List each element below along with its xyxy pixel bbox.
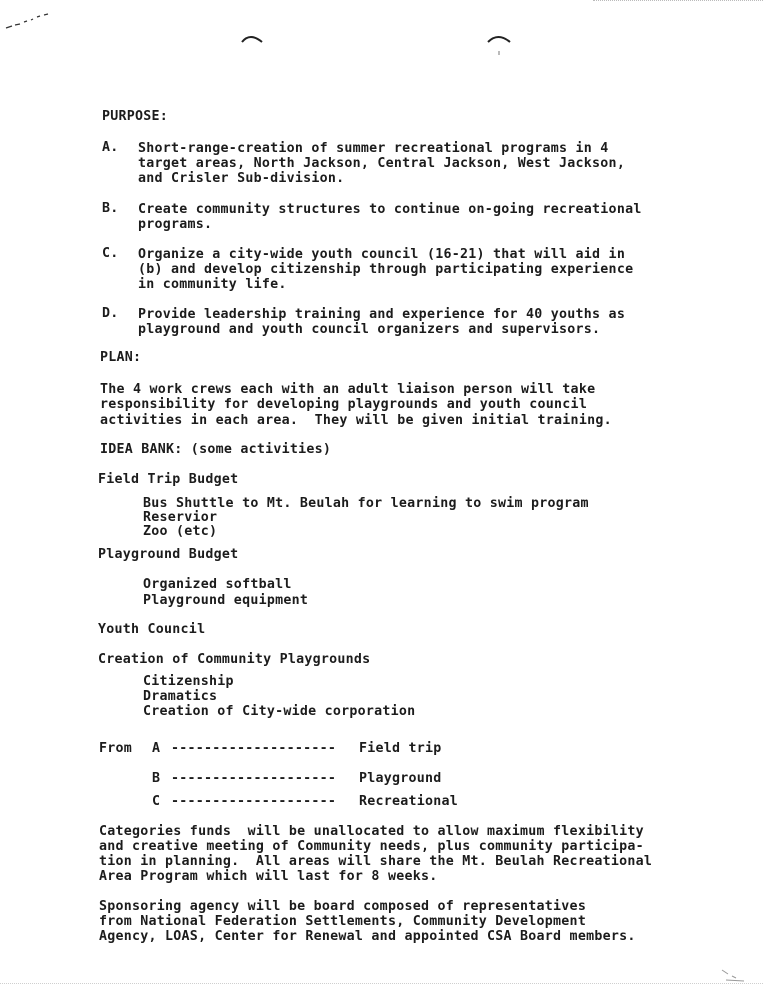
- youth-council-title: Youth Council: [98, 622, 206, 637]
- item-line: Provide leadership training and experience for 40 youths as: [138, 307, 626, 322]
- community-playgrounds-title: Creation of Community Playgrounds: [98, 652, 371, 667]
- field-trip-item: Reservior: [143, 510, 218, 525]
- field-trip-item: Bus Shuttle to Mt. Beulah for learning to swim program: [143, 496, 589, 511]
- plan-heading: PLAN:: [100, 350, 142, 365]
- top-edge-dots: [593, 0, 763, 2]
- allocation-dashes: --------------------: [171, 771, 337, 786]
- allocation-letter: B: [152, 771, 161, 786]
- playground-item: Organized softball: [143, 577, 292, 592]
- allocation-letter: C: [152, 794, 161, 809]
- community-playgrounds-item: Dramatics: [143, 689, 218, 704]
- item-line: in community life.: [138, 277, 287, 292]
- item-line: target areas, North Jackson, Central Jackson, West Jackson,: [138, 156, 626, 171]
- item-line: and Crisler Sub-division.: [138, 171, 345, 186]
- field-trip-title: Field Trip Budget: [98, 472, 239, 487]
- sponsoring-line: from National Federation Settlements, Community Development: [99, 914, 587, 929]
- binder-hole-mark-right: [486, 30, 512, 58]
- field-trip-item: Zoo (etc): [143, 524, 218, 539]
- bottom-edge-dots: [0, 983, 763, 984]
- from-label: From: [99, 741, 133, 756]
- allocation-dashes: --------------------: [171, 741, 337, 756]
- plan-line: responsibility for developing playgrounds and youth council: [100, 397, 588, 412]
- item-line: Organize a city-wide youth council (16-21) that will aid in: [138, 247, 626, 262]
- item-line: Create community structures to continue on-going recreational: [138, 202, 642, 217]
- allocation-target: Playground: [359, 771, 442, 786]
- categories-line: tion in planning. All areas will share the Mt. Beulah Recreational: [99, 854, 653, 869]
- idea-bank-heading: IDEA BANK: (some activities): [100, 442, 332, 457]
- allocation-letter: A: [152, 741, 161, 756]
- playground-title: Playground Budget: [98, 547, 239, 562]
- item-letter: B.: [102, 201, 119, 216]
- item-line: Short-range-creation of summer recreational programs in 4: [138, 141, 609, 156]
- categories-line: and creative meeting of Community needs, plus community participa-: [99, 839, 644, 854]
- community-playgrounds-item: Citizenship: [143, 674, 234, 689]
- item-letter: A.: [102, 140, 119, 155]
- corner-scribble-mark: [4, 12, 56, 32]
- item-line: (b) and develop citizenship through participating experience: [138, 262, 634, 277]
- community-playgrounds-item: Creation of City-wide corporation: [143, 704, 416, 719]
- item-line: programs.: [138, 217, 213, 232]
- allocation-target: Field trip: [359, 741, 442, 756]
- allocation-target: Recreational: [359, 794, 459, 809]
- corner-smudge-mark: [718, 966, 748, 984]
- sponsoring-line: Agency, LOAS, Center for Renewal and appointed CSA Board members.: [99, 929, 636, 944]
- plan-line: The 4 work crews each with an adult liaison person will take: [100, 382, 596, 397]
- plan-line: activities in each area. They will be given initial training.: [100, 413, 612, 428]
- purpose-heading: PURPOSE:: [102, 109, 169, 124]
- item-letter: C.: [102, 246, 119, 261]
- allocation-dashes: --------------------: [171, 794, 337, 809]
- categories-line: Area Program which will last for 8 weeks.: [99, 869, 438, 884]
- playground-item: Playground equipment: [143, 593, 309, 608]
- sponsoring-line: Sponsoring agency will be board composed of representatives: [99, 899, 587, 914]
- item-letter: D.: [102, 306, 119, 321]
- binder-hole-mark-left: [240, 30, 264, 46]
- categories-line: Categories funds will be unallocated to allow maximum flexibility: [99, 824, 644, 839]
- item-line: playground and youth council organizers and supervisors.: [138, 322, 601, 337]
